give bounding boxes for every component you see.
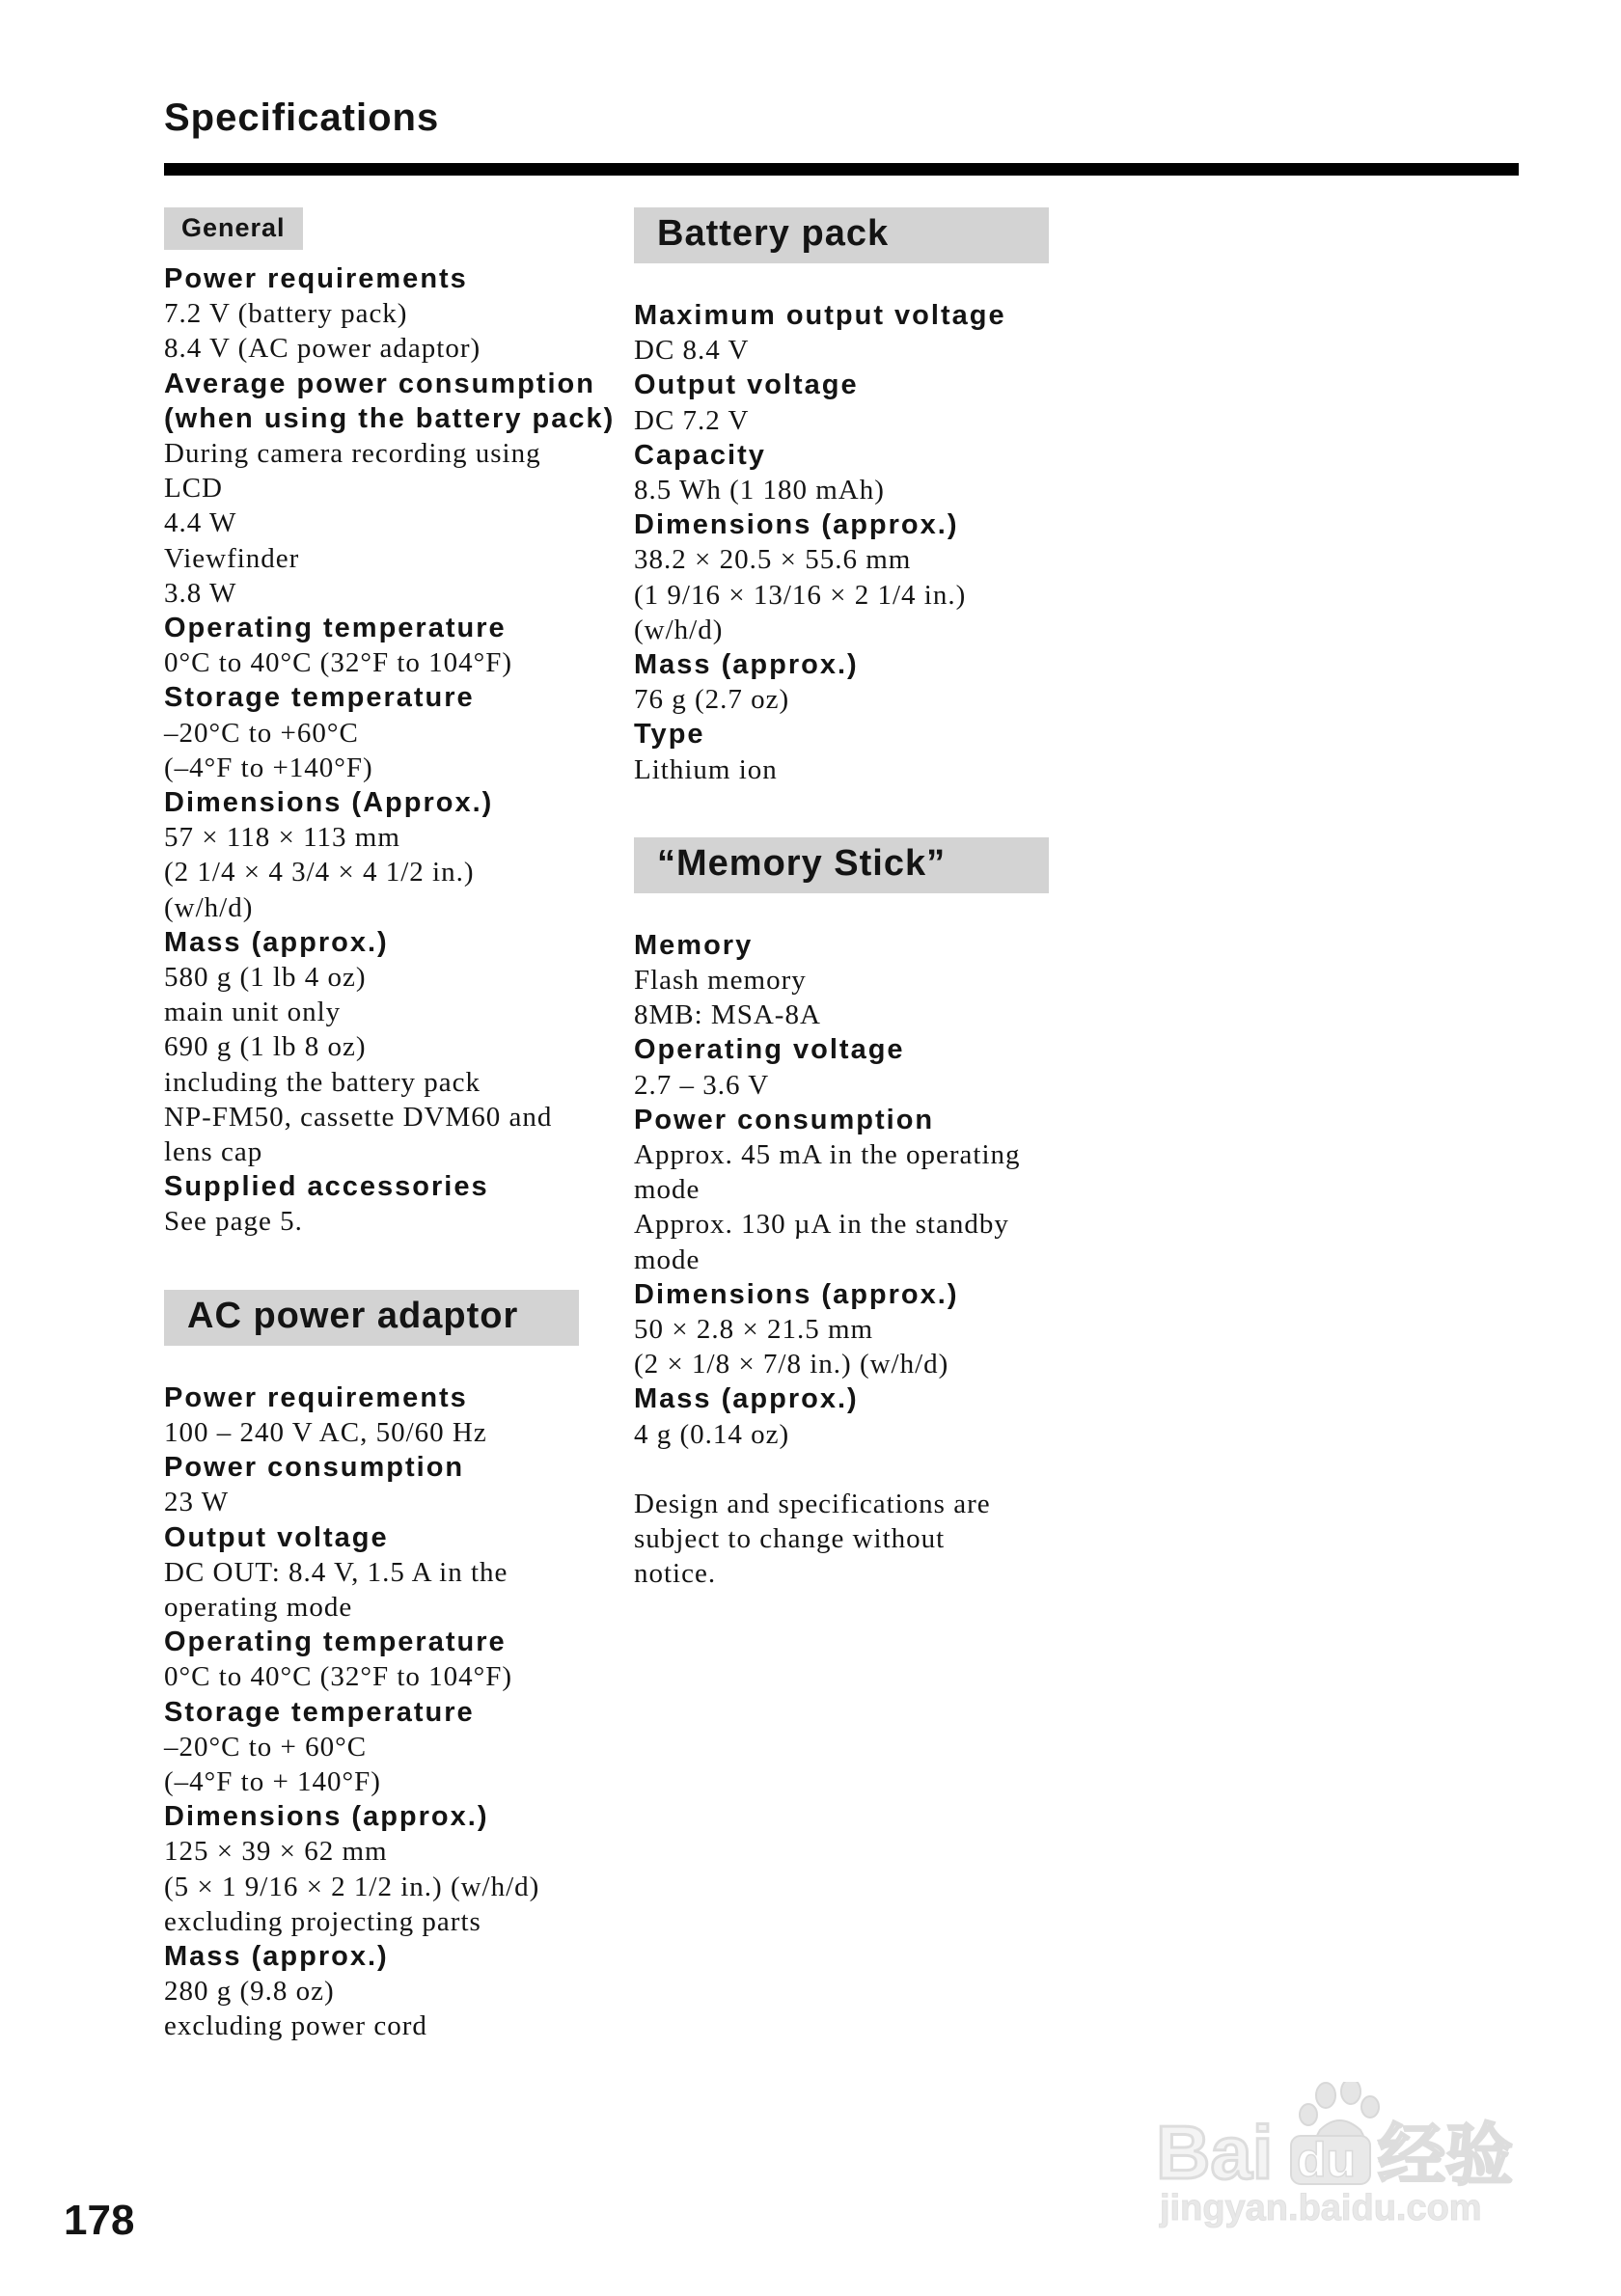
title-rule [164, 163, 1519, 176]
spec-value: 580 g (1 lb 4 oz) [164, 962, 367, 994]
page-title: Specifications [164, 96, 440, 139]
baidu-jingyan-watermark [1156, 2063, 1542, 2236]
spec-value: (2 × 1/8 × 7/8 in.) (w/h/d) [634, 1349, 949, 1380]
svg-text:Bai: Bai [1156, 2110, 1274, 2188]
spec-value: including the battery pack [164, 1066, 481, 1098]
spec-value: 23 W [164, 1487, 230, 1518]
spec-value: –20°C to +60°C [164, 717, 359, 749]
spec-value: operating mode [164, 1591, 353, 1623]
spec-value: 50 × 2.8 × 21.5 mm [634, 1314, 874, 1346]
spec-value: See page 5. [164, 1206, 303, 1238]
spec-item [634, 928, 1058, 1033]
spec-label: Average power consumption [164, 368, 595, 399]
spec-value: 2.7 – 3.6 V [634, 1069, 770, 1101]
spec-label: Storage temperature [164, 1696, 475, 1728]
spec-value: –20°C to + 60°C [164, 1731, 368, 1763]
spec-value: DC 7.2 V [634, 404, 750, 436]
spec-item [164, 1380, 589, 1450]
spec-label: Dimensions (approx.) [164, 1801, 489, 1833]
spec-item [634, 298, 1058, 368]
general-spec-list [164, 261, 616, 1240]
spec-item [164, 1695, 589, 1800]
svg-text:du: du [1297, 2133, 1357, 2187]
spec-label: Operating temperature [164, 1626, 507, 1658]
spec-label: Dimensions (Approx.) [164, 787, 494, 819]
spec-value: 125 × 39 × 62 mm [164, 1836, 388, 1868]
spec-item [634, 438, 1058, 507]
spec-label: Mass (approx.) [634, 649, 859, 681]
spec-item [634, 647, 1058, 717]
spec-value: 76 g (2.7 oz) [634, 684, 790, 716]
spec-value: Flash memory [634, 965, 807, 997]
spec-label: Capacity [634, 439, 766, 471]
spec-value: NP-FM50, cassette DVM60 and [164, 1101, 553, 1133]
spec-label: Mass (approx.) [634, 1383, 859, 1415]
spec-item [634, 1277, 1058, 1382]
spec-value: 690 g (1 lb 8 oz) [164, 1031, 367, 1063]
spec-item [164, 1625, 589, 1694]
spec-item [634, 717, 1058, 786]
spec-value: 57 × 118 × 113 mm [164, 822, 400, 854]
spec-item [634, 1032, 1058, 1102]
spec-item [164, 1799, 589, 1939]
spec-value: DC OUT: 8.4 V, 1.5 A in the [164, 1556, 508, 1588]
note-line: subject to change without [634, 1523, 946, 1555]
battery-pack-heading: Battery pack [634, 207, 1049, 263]
spec-value: (2 1/4 × 4 3/4 × 4 1/2 in.) [164, 857, 475, 888]
spec-label: Output voltage [164, 1521, 389, 1553]
note-line: notice. [634, 1558, 717, 1590]
right-column [634, 207, 1058, 1592]
spec-item [164, 1939, 589, 2044]
spec-value: 38.2 × 20.5 × 55.6 mm [634, 544, 912, 576]
spec-label: Power consumption [164, 1452, 465, 1484]
spec-value: 8.5 Wh (1 180 mAh) [634, 475, 885, 506]
specifications-note [634, 1487, 1058, 1592]
spec-item [164, 1169, 589, 1239]
spec-value: lens cap [164, 1136, 263, 1168]
spec-value: (–4°F to +140°F) [164, 752, 373, 783]
spec-value: Viewfinder [164, 542, 300, 574]
left-column [164, 207, 616, 2044]
spec-label: Type [634, 719, 705, 751]
spec-value: 100 – 240 V AC, 50/60 Hz [164, 1416, 487, 1448]
spec-item [634, 368, 1058, 437]
spec-value: 0°C to 40°C (32°F to 104°F) [164, 1661, 513, 1693]
spec-item [634, 507, 1058, 647]
spec-value: 7.2 V (battery pack) [164, 298, 408, 330]
note-line: Design and specifications are [634, 1488, 991, 1519]
spec-value: (w/h/d) [164, 891, 254, 923]
ac-adaptor-heading: AC power adaptor [164, 1290, 579, 1346]
spec-item [164, 1520, 589, 1626]
spec-label: Power requirements [164, 263, 468, 294]
ac-adaptor-spec-list [164, 1380, 589, 2044]
spec-label: Operating temperature [164, 613, 507, 644]
spec-item [164, 925, 589, 1169]
spec-value: Approx. 130 µA in the standby [634, 1209, 1009, 1241]
spec-label: Maximum output voltage [634, 300, 1006, 331]
spec-item [634, 1103, 1058, 1277]
watermark-url: jingyan.baidu.com [1160, 2188, 1482, 2228]
general-heading: General [164, 207, 303, 250]
spec-value: 8MB: MSA-8A [634, 999, 821, 1031]
spec-value: Lithium ion [634, 753, 778, 785]
spec-value: Approx. 45 mA in the operating [634, 1139, 1021, 1171]
spec-label: Dimensions (approx.) [634, 509, 959, 541]
spec-label: Supplied accessories [164, 1171, 489, 1203]
spec-item [164, 680, 589, 785]
memory-stick-heading: “Memory Stick” [634, 837, 1049, 893]
spec-value: excluding power cord [164, 2010, 427, 2042]
spec-value: mode [634, 1244, 701, 1275]
spec-value: 8.4 V (AC power adaptor) [164, 333, 481, 365]
spec-label: Power consumption [634, 1104, 935, 1135]
svg-text:经验: 经验 [1378, 2116, 1513, 2188]
spec-label: Mass (approx.) [164, 926, 389, 958]
spec-value: During camera recording using [164, 438, 541, 470]
spec-label: Memory [634, 929, 754, 961]
battery-pack-spec-list [634, 298, 1058, 787]
spec-label: (when using the battery pack) [164, 402, 616, 434]
spec-value: excluding projecting parts [164, 1905, 481, 1937]
spec-label: Dimensions (approx.) [634, 1278, 959, 1310]
spec-value: (–4°F to + 140°F) [164, 1765, 381, 1797]
spec-item [634, 1381, 1058, 1451]
spec-value: 280 g (9.8 oz) [164, 1976, 335, 2008]
spec-value: DC 8.4 V [634, 335, 750, 367]
page-number: 178 [64, 2197, 135, 2244]
spec-value: mode [634, 1174, 701, 1206]
spec-value: 4 g (0.14 oz) [634, 1418, 790, 1450]
spec-label: Mass (approx.) [164, 1940, 389, 1972]
spec-value: 3.8 W [164, 577, 237, 609]
baidu-logo-icon [1156, 2082, 1542, 2188]
spec-value: (w/h/d) [634, 614, 724, 645]
spec-value: 4.4 W [164, 507, 237, 539]
spec-item [164, 1450, 589, 1519]
spec-value: LCD [164, 473, 223, 505]
spec-item [164, 367, 616, 611]
spec-item [164, 611, 589, 680]
spec-value: (1 9/16 × 13/16 × 2 1/4 in.) [634, 579, 967, 611]
spec-label: Output voltage [634, 369, 859, 401]
spec-item [164, 261, 589, 367]
spec-item [164, 785, 589, 925]
memory-stick-spec-list [634, 928, 1058, 1452]
spec-value: main unit only [164, 997, 342, 1028]
spec-value: 0°C to 40°C (32°F to 104°F) [164, 647, 513, 679]
spec-label: Operating voltage [634, 1034, 905, 1066]
spec-label: Power requirements [164, 1381, 468, 1413]
spec-label: Storage temperature [164, 682, 475, 714]
spec-value: (5 × 1 9/16 × 2 1/2 in.) (w/h/d) [164, 1871, 540, 1902]
